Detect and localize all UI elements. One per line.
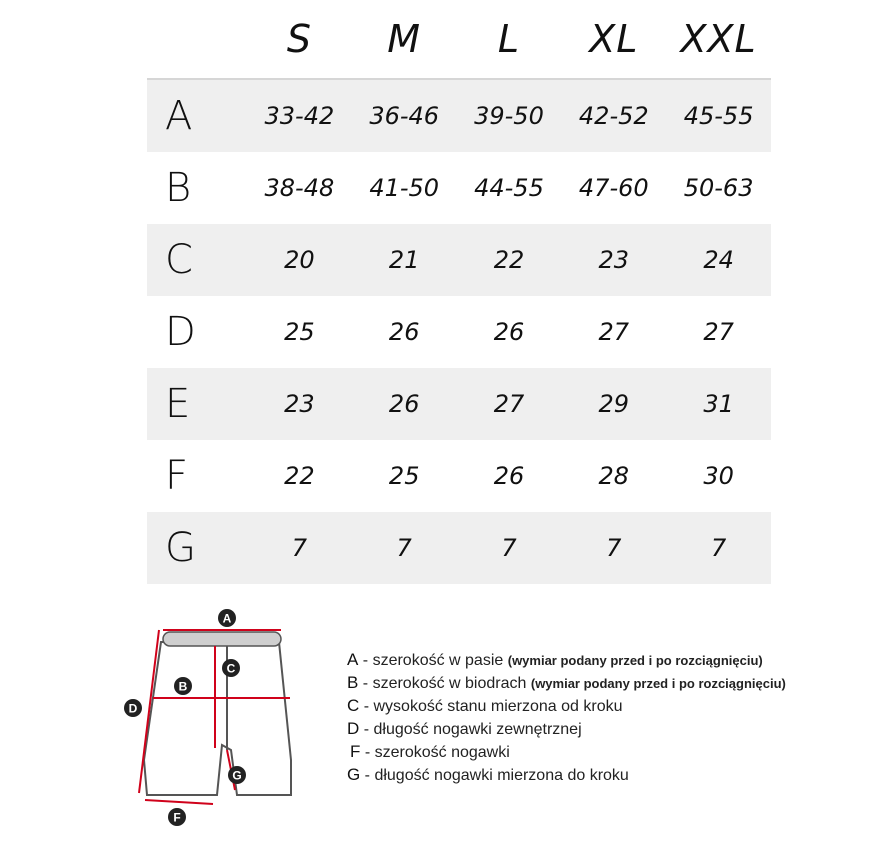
- row-label: A: [147, 79, 247, 152]
- legend-text: - długość nogawki zewnętrznej: [359, 721, 582, 738]
- table-cell: 7: [247, 512, 352, 584]
- table-cell: 25: [388, 462, 420, 490]
- marker-d-icon: [124, 699, 142, 717]
- table-cell: 22: [457, 224, 562, 296]
- table-cell: 7: [561, 512, 666, 584]
- legend-key: C: [347, 696, 360, 715]
- legend-item-d: [347, 717, 867, 740]
- table-cell: 26: [493, 462, 525, 490]
- table-cell: 29: [561, 368, 666, 440]
- legend-key: A: [347, 650, 359, 669]
- table-row: [147, 224, 771, 296]
- marker-a-icon: [218, 609, 236, 627]
- table-row: [147, 152, 771, 224]
- table-cell: 38-48: [264, 174, 335, 202]
- table-cell: 44-55: [474, 174, 544, 202]
- size-header-row: [147, 0, 771, 79]
- legend-item-f: [347, 740, 867, 763]
- table-cell: 42-52: [561, 79, 666, 152]
- table-cell: 27: [457, 368, 562, 440]
- legend-text: - szerokość w biodrach: [358, 675, 531, 692]
- size-header: L: [457, 0, 562, 79]
- size-table: [147, 0, 771, 584]
- marker-f-icon: [168, 808, 186, 826]
- table-cell: 33-42: [247, 79, 352, 152]
- table-cell: 30: [703, 462, 734, 490]
- measure-lines: [139, 630, 290, 804]
- svg-text:F: F: [173, 810, 181, 825]
- corner-cell: [147, 0, 247, 79]
- legend-note: (wymiar podany przed i po rozciągnięciu): [507, 653, 763, 668]
- table-cell: 27: [703, 318, 734, 346]
- legend-key: B: [347, 673, 359, 692]
- legend-item-a: [347, 648, 867, 671]
- row-label: B: [165, 165, 192, 211]
- row-label: G: [147, 512, 247, 584]
- legend-key: G: [347, 765, 361, 784]
- row-label: C: [147, 224, 247, 296]
- shorts-outline: [144, 642, 291, 795]
- table-cell: 7: [457, 512, 562, 584]
- table-cell: 50-63: [683, 174, 754, 202]
- svg-text:D: D: [128, 701, 138, 716]
- legend-text: - wysokość stanu mierzona od kroku: [359, 698, 623, 715]
- table-cell: 28: [598, 462, 630, 490]
- legend: [347, 648, 867, 786]
- table-cell: 7: [352, 512, 457, 584]
- table-row: [147, 296, 771, 368]
- shorts-diagram: [115, 600, 295, 835]
- row-label: F: [165, 453, 189, 499]
- table-cell: 20: [247, 224, 352, 296]
- table-row: [147, 440, 771, 512]
- table-cell: 21: [352, 224, 457, 296]
- svg-text:A: A: [222, 611, 232, 626]
- table-cell: 23: [561, 224, 666, 296]
- legend-item-b: [347, 671, 867, 694]
- size-header: XL: [561, 0, 666, 79]
- legend-note: (wymiar podany przed i po rozciągnięciu): [530, 676, 786, 691]
- legend-item-g: [347, 763, 867, 786]
- table-row: [147, 368, 771, 440]
- table-cell: 26: [493, 318, 525, 346]
- table-row: [147, 512, 771, 584]
- table-cell: 26: [388, 318, 420, 346]
- legend-key: F: [350, 742, 361, 761]
- row-label: E: [147, 368, 247, 440]
- table-cell: 23: [247, 368, 352, 440]
- size-header: S: [247, 0, 352, 79]
- table-cell: 39-50: [457, 79, 562, 152]
- size-header: XXL: [666, 0, 771, 79]
- table-cell: 36-46: [352, 79, 457, 152]
- marker-b-icon: [174, 677, 192, 695]
- table-cell: 31: [666, 368, 771, 440]
- legend-text: - szerokość w pasie: [358, 652, 508, 669]
- marker-c-icon: [222, 659, 240, 677]
- row-label: D: [165, 309, 196, 355]
- legend-item-c: [347, 694, 867, 717]
- table-cell: 45-55: [666, 79, 771, 152]
- table-cell: 24: [666, 224, 771, 296]
- table-cell: 7: [666, 512, 771, 584]
- legend-text: - szerokość nogawki: [360, 744, 510, 761]
- table-cell: 22: [284, 462, 315, 490]
- table-cell: 41-50: [369, 174, 440, 202]
- size-header: M: [352, 0, 457, 79]
- waistband: [163, 632, 281, 646]
- svg-text:C: C: [226, 661, 236, 676]
- table-cell: 25: [284, 318, 315, 346]
- marker-g-icon: [228, 766, 246, 784]
- svg-text:B: B: [178, 679, 188, 694]
- svg-text:G: G: [232, 768, 242, 783]
- table-cell: 47-60: [578, 174, 649, 202]
- table-row: [147, 79, 771, 152]
- legend-key: D: [347, 719, 360, 738]
- legend-text: - długość nogawki mierzona do kroku: [360, 767, 629, 784]
- table-cell: 26: [352, 368, 457, 440]
- table-cell: 27: [598, 318, 630, 346]
